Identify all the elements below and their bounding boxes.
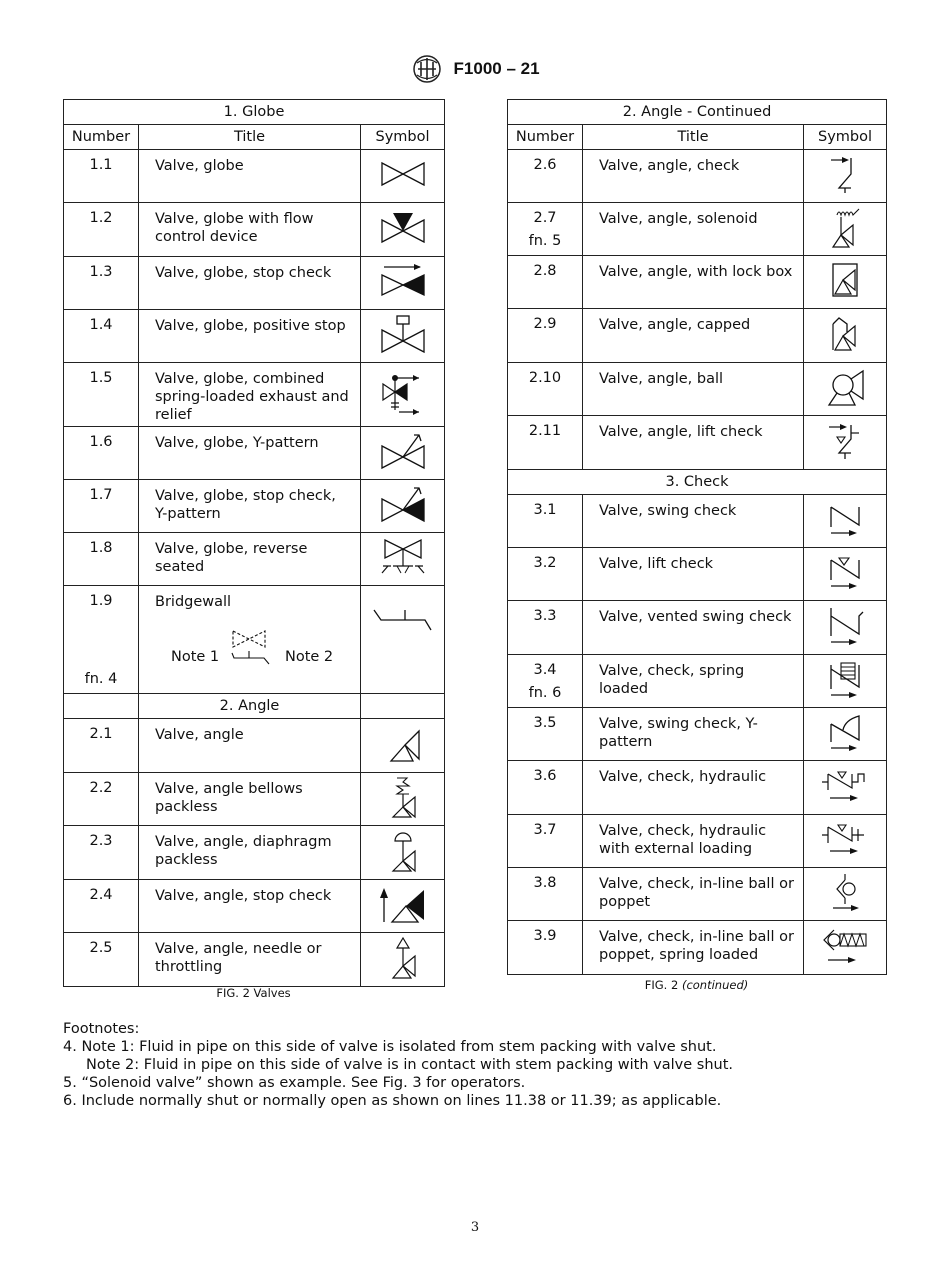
row-number: 3.5 — [508, 708, 583, 761]
footnotes — [63, 1020, 733, 1110]
row-number: 2.2 — [64, 773, 139, 826]
row-title: Valve, angle, stop check — [139, 880, 361, 933]
angle-lock-box-valve-icon — [825, 260, 865, 300]
footnotes-heading: Footnotes: — [63, 1021, 140, 1037]
row-title: Valve, angle, needle or throttling — [139, 933, 361, 987]
swing-check-valve-icon — [825, 499, 865, 539]
row-number: 2.11 — [508, 416, 583, 470]
table-row — [64, 880, 445, 933]
angle-valve-icon — [383, 725, 423, 763]
row-footnote: fn. 5 — [528, 233, 562, 249]
angle-check-valve-icon — [825, 154, 865, 194]
footnote-line: 5. “Solenoid valve” shown as example. See Fig. 3 for operators. — [63, 1075, 526, 1091]
row-title: Valve, angle, capped — [583, 309, 804, 363]
globe-reverse-seated-valve-icon — [379, 537, 427, 577]
row-number: 1.2 — [64, 203, 139, 257]
row-title: Valve, angle, solenoid — [583, 203, 804, 256]
row-title: Valve, angle, check — [583, 150, 804, 203]
table-row — [508, 548, 887, 601]
swing-check-y-pattern-valve-icon — [825, 710, 865, 754]
row-number: 2.6 — [508, 150, 583, 203]
globe-y-pattern-valve-icon — [379, 432, 427, 470]
angle-bellows-valve-icon — [383, 775, 423, 819]
angle-capped-valve-icon — [825, 314, 865, 354]
caption-continued: (continued) — [681, 978, 749, 992]
row-number: 3.7 — [508, 815, 583, 868]
row-number: 1.6 — [64, 427, 139, 480]
spring-loaded-check-valve-icon — [825, 657, 865, 701]
row-number: 2.7 — [533, 210, 557, 226]
globe-stop-check-valve-icon — [379, 263, 427, 299]
column-header-symbol: Symbol — [804, 125, 887, 150]
table-row — [508, 150, 887, 203]
table-row — [64, 480, 445, 533]
table-row — [508, 203, 887, 256]
table-row — [64, 826, 445, 880]
row-number: 3.9 — [508, 921, 583, 975]
hydraulic-external-check-valve-icon — [820, 819, 870, 859]
row-number: 1.5 — [64, 363, 139, 427]
row-title: Valve, globe, stop check, Y-pattern — [139, 480, 361, 533]
vented-swing-check-valve-icon — [825, 604, 865, 648]
astm-logo-icon — [410, 54, 444, 84]
table-row — [64, 719, 445, 773]
table-row — [508, 416, 887, 470]
row-number: 2.4 — [64, 880, 139, 933]
table-row — [508, 363, 887, 416]
caption-prefix: FIG. 2 — [644, 978, 679, 992]
row-title: Valve, swing check — [583, 495, 804, 548]
row-title: Valve, check, hydraulic — [583, 761, 804, 815]
page-number: 3 — [470, 1220, 480, 1235]
hydraulic-check-valve-icon — [820, 766, 870, 806]
row-number: 2.10 — [508, 363, 583, 416]
row-title: Valve, swing check, Y-pattern — [583, 708, 804, 761]
row-title: Valve, angle — [139, 719, 361, 773]
row-title: Valve, check, spring loaded — [583, 655, 804, 708]
row-number: 1.3 — [64, 257, 139, 310]
table-row — [64, 773, 445, 826]
globe-exhaust-relief-valve-icon — [379, 370, 427, 416]
row-title: Valve, globe, Y-pattern — [139, 427, 361, 480]
angle-needle-valve-icon — [383, 936, 423, 980]
row-footnote: fn. 4 — [84, 671, 118, 687]
row-number: 2.9 — [508, 309, 583, 363]
table-row — [508, 655, 887, 708]
row-title: Valve, check, in-line ball or poppet — [583, 868, 804, 921]
row-number: 2.5 — [64, 933, 139, 987]
table-row — [64, 533, 445, 586]
table-row — [64, 203, 445, 257]
angle-lift-check-valve-icon — [825, 421, 865, 461]
footnote-line: 6. Include normally shut or normally open as shown on lines 11.38 or 11.39; as applicable. — [63, 1093, 722, 1109]
row-number: 1.4 — [64, 310, 139, 363]
row-title: Valve, globe, positive stop — [139, 310, 361, 363]
globe-flow-control-valve-icon — [379, 210, 427, 246]
row-number: 1.8 — [64, 533, 139, 586]
section-title: 3. Check — [508, 470, 887, 495]
left-valves-table — [63, 99, 445, 987]
column-header-title: Title — [583, 125, 804, 150]
table-row — [64, 427, 445, 480]
row-title: Valve, check, hydraulic with external loading — [583, 815, 804, 868]
bridgewall-note-icon — [229, 627, 273, 667]
table-row — [508, 601, 887, 655]
note2-label: Note 2 — [285, 649, 334, 665]
table-row — [508, 708, 887, 761]
angle-stop-check-valve-icon — [378, 884, 428, 924]
row-number: 1.7 — [64, 480, 139, 533]
row-title: Valve, angle, diaphragm packless — [139, 826, 361, 880]
row-title: Valve, globe, reverse seated — [139, 533, 361, 586]
row-number: 3.6 — [508, 761, 583, 815]
row-title: Valve, globe — [139, 150, 361, 203]
table-row — [64, 933, 445, 987]
bridgewall-icon — [371, 606, 435, 634]
column-header-title: Title — [139, 125, 361, 150]
row-number: 1.1 — [64, 150, 139, 203]
table-row — [64, 363, 445, 427]
column-header-symbol: Symbol — [361, 125, 445, 150]
row-title: Valve, angle, with lock box — [583, 256, 804, 309]
table-row — [64, 586, 445, 694]
document-id: F1000 – 21 — [453, 59, 540, 78]
table-row — [508, 815, 887, 868]
row-number: 3.2 — [508, 548, 583, 601]
table-row — [64, 150, 445, 203]
row-title: Valve, globe, combined spring-loaded exhaust and relief — [139, 363, 361, 427]
globe-positive-stop-valve-icon — [379, 314, 427, 354]
row-title: Valve, globe, stop check — [139, 257, 361, 310]
angle-ball-valve-icon — [823, 367, 867, 407]
table-row — [508, 868, 887, 921]
row-number: 1.9 — [89, 593, 113, 609]
section-title: 1. Globe — [64, 100, 445, 125]
footnote-line: Note 2: Fluid in pipe on this side of valve is in contact with stem packing with valve shut. — [63, 1057, 733, 1073]
figure-caption-left: FIG. 2 Valves — [216, 986, 291, 1000]
note1-label: Note 1 — [171, 649, 220, 665]
table-row — [64, 310, 445, 363]
row-number: 2.3 — [64, 826, 139, 880]
row-title: Valve, vented swing check — [583, 601, 804, 655]
row-footnote: fn. 6 — [528, 685, 562, 701]
row-number: 2.1 — [64, 719, 139, 773]
angle-solenoid-valve-icon — [825, 205, 865, 249]
table-row — [508, 495, 887, 548]
section-title: 2. Angle - Continued — [508, 100, 887, 125]
column-header-number: Number — [508, 125, 583, 150]
inline-ball-check-valve-icon — [825, 870, 865, 914]
table-row — [508, 309, 887, 363]
row-title: Valve, angle, ball — [583, 363, 804, 416]
row-title: Valve, globe with flow control device — [139, 203, 361, 257]
section-title: 2. Angle — [139, 694, 361, 719]
row-number: 3.8 — [508, 868, 583, 921]
globe-valve-icon — [379, 159, 427, 189]
footnote-line: 4. Note 1: Fluid in pipe on this side of valve is isolated from stem packing with valve shut. — [63, 1039, 717, 1055]
lift-check-valve-icon — [825, 552, 865, 592]
figure-caption-right — [507, 978, 886, 992]
row-number: 2.8 — [508, 256, 583, 309]
right-valves-table — [507, 99, 887, 975]
inline-ball-spring-check-valve-icon — [820, 924, 870, 968]
column-header-number: Number — [64, 125, 139, 150]
row-title: Valve, angle bellows packless — [139, 773, 361, 826]
angle-diaphragm-valve-icon — [383, 829, 423, 873]
row-title: Valve, angle, lift check — [583, 416, 804, 470]
row-title: Valve, check, in-line ball or poppet, spring loaded — [583, 921, 804, 975]
page-header — [0, 54, 950, 84]
row-title: Bridgewall — [155, 594, 232, 610]
globe-stop-check-y-pattern-valve-icon — [379, 485, 427, 523]
row-number: 3.1 — [508, 495, 583, 548]
row-title: Valve, lift check — [583, 548, 804, 601]
table-row — [64, 257, 445, 310]
row-number: 3.4 — [533, 662, 557, 678]
table-row — [508, 256, 887, 309]
row-number: 3.3 — [508, 601, 583, 655]
table-row — [508, 921, 887, 975]
table-row — [508, 761, 887, 815]
